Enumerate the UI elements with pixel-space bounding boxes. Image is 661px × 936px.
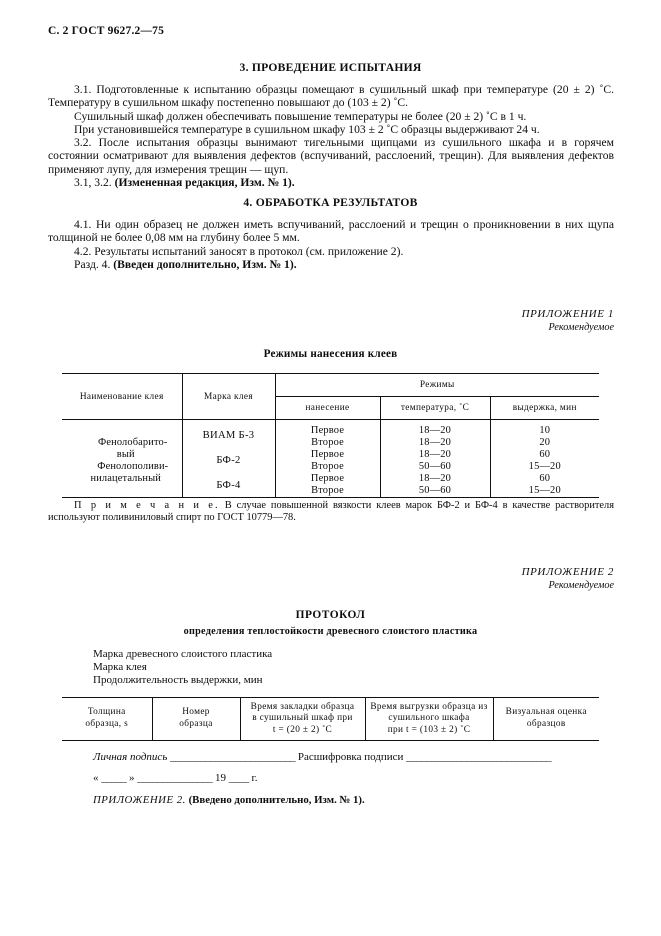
cell-holdings [490,420,599,498]
application-2: Второе [311,437,344,448]
temperature-1: 18—20 [418,425,452,436]
header-thickness-line-1: Толщина [87,707,126,718]
appendix-2-footer-italic: ПРИЛОЖЕНИЕ 2. [93,794,186,806]
paragraph-3-1a-text: 3.1. Подготовленные к испытанию образцы помещают в сушильный шкаф при температуре (20 ± 2) ˚С. Температуру в сушильном шкафу постепенно повышают до (103 ± 2) ˚С. [48,83,614,110]
application-5: Первое [310,473,345,484]
header-holding: выдержка, мин [490,397,599,420]
regimes-table-note [48,500,614,525]
glue-name-line-2: вый [116,449,135,460]
header-visual-assessment-line-2: образцов [526,719,566,729]
header-unload-time-line-2: сушильного шкафа [388,713,470,724]
protocol-table-header-row [62,698,599,741]
signature-decode-label: Расшифровка подписи [297,751,404,763]
date-day-rule: _____ [101,772,127,784]
holding-6: 15—20 [528,485,561,496]
signature-line [93,751,551,764]
date-quote-close: » [129,772,135,784]
header-regimes: Режимы [275,374,599,397]
paragraph-3-1b-text: Сушильный шкаф должен обеспечивать повышение температуры не более (20 ± 2) ˚С в 1 ч. [74,110,527,123]
paragraph-4-2 [48,245,614,258]
appendix-2-name: ПРИЛОЖЕНИЕ 2 [521,566,614,578]
paragraph-3-change-prefix: 3.1, 3.2. [74,176,115,189]
date-quote-open: « [93,772,99,784]
application-3: Первое [310,449,345,460]
paragraph-4-2-text: 4.2. Результаты испытаний заносят в протокол (см. приложение 2). [74,245,404,258]
header-thickness [62,698,152,741]
note-label: П р и м е ч а н и е. [74,500,220,511]
signature-personal-rule: _________________________ [170,751,296,763]
cell-glue-names [62,420,182,498]
glue-brand-2: БФ-2 [216,455,241,466]
header-visual-assessment [493,698,599,741]
holding-2: 20 [539,437,551,448]
header-unload-time-line-3: при t = (103 ± 2) ˚С [387,724,471,735]
running-head: С. 2 ГОСТ 9627.2—75 [48,25,165,37]
paragraph-4-razd-bold: (Введен дополнительно, Изм. № 1). [113,258,297,271]
paragraph-4-1 [48,218,614,245]
cell-temperatures [380,420,490,498]
glue-name-line-1: Фенолобарито- [98,437,168,448]
paragraph-3-1b [48,110,614,123]
paragraph-3-1a [48,83,614,110]
note-text: В случае повышенной вязкости клеев марок БФ-2 и БФ-4 в качестве растворителя используют поливиниловый спирт по ГОСТ 10779—78. [48,500,615,524]
protocol-title: ПРОТОКОЛ [295,609,366,621]
application-6: Второе [311,485,344,496]
header-sample-number [152,698,240,741]
date-year-prefix: 19 [215,772,226,784]
glue-brand-3: БФ-4 [216,479,241,491]
header-application: нанесение [275,397,380,420]
appendix-1-name: ПРИЛОЖЕНИЕ 1 [521,308,614,320]
holding-5: 60 [539,473,551,484]
header-load-time-line-3: t = (20 ± 2) ˚С [272,724,333,735]
date-month-rule: _______________ [137,772,213,784]
regimes-table [62,373,599,498]
header-sample-number-line-2: образца [179,719,213,729]
cell-glue-brands [182,420,275,498]
glue-brand-1: ВИАМ Б-3 [202,430,255,442]
holding-4: 15—20 [528,461,561,472]
paragraph-3-2-text: 3.2. После испытания образцы вынимают тигельными щипцами из сушильного шкафа и в горячем состоянии осматривают для выявления дефектов (вспучиваний, расслоений, трещин). Для выявления дефектов применяют лупу, для измерения трещин — щуп. [48,136,614,176]
appendix-2-subtitle: Рекомендуемое [548,580,614,591]
header-load-time-line-1: Время закладки образца [250,701,355,712]
header-temperature: температура, ˚С [380,397,490,420]
date-year-suffix: г. [251,772,258,784]
application-1: Первое [310,425,345,436]
holding-1: 10 [539,425,551,436]
header-glue-name: Наименование клея [62,374,182,420]
section-3-heading: 3. ПРОВЕДЕНИЕ ИСПЫТАНИЯ [239,61,422,74]
regimes-table-title: Режимы нанесения клеев [263,348,398,360]
protocol-field-glue-brand: Марка клея [93,661,147,673]
protocol-table [62,697,599,741]
temperature-5: 18—20 [418,473,452,484]
application-4: Второе [311,461,344,472]
appendix-2-footer-bold: (Введено дополнительно, Изм. № 1). [188,794,365,806]
header-sample-number-line-1: Номер [182,707,210,718]
temperature-2: 18—20 [418,437,452,448]
date-line [93,772,258,785]
temperature-4: 50—60 [418,461,452,472]
holding-3: 60 [539,449,551,460]
header-load-time [240,698,365,741]
paragraph-3-2 [48,136,614,176]
paragraph-4-razd-prefix: Разд. 4. [74,258,114,271]
regimes-table-header-row-1 [62,374,599,397]
protocol-subtitle: определения теплостойкости древесного слоистого пластика [183,626,478,637]
paragraph-4-1-text: 4.1. Ни один образец не должен иметь вспучиваний, расслоений и трещин о проникновении в них щупа толщиной не более 0,08 мм на глубину более 5 мм. [48,218,614,245]
section-4-heading: 4. ОБРАБОТКА РЕЗУЛЬТАТОВ [243,196,418,209]
cell-applications [275,420,380,498]
protocol-fields [93,648,272,687]
signature-personal-label: Личная подпись [93,751,168,763]
paragraph-3-change [48,176,614,189]
paragraph-3-1c-text: При установившейся температуре в сушильном шкафу 103 ± 2 ˚С образцы выдерживают 24 ч. [74,123,540,136]
regimes-table-body-row [62,420,599,498]
temperature-6: 50—60 [418,485,452,496]
temperature-3: 18—20 [418,449,452,460]
signature-decode-rule: _____________________________ [406,751,552,763]
appendix-2-caption [300,566,614,592]
header-glue-brand: Марка клея [182,374,275,420]
paragraph-3-change-bold: (Измененная редакция, Изм. № 1). [114,176,295,189]
paragraph-3-1c [48,123,614,136]
protocol-field-plastic-brand: Марка древесного слоистого пластика [93,648,273,660]
appendix-2-footer-note [93,794,365,806]
header-visual-assessment-line-1: Визуальная оценка [505,707,587,718]
header-load-time-line-2: в сушильный шкаф при [252,713,353,724]
header-unload-time-line-1: Время выгрузки образца из [370,701,488,712]
paragraph-4-razd [48,258,614,271]
date-year-rule: ____ [228,772,249,784]
appendix-1-caption [300,308,614,334]
glue-name-line-3: Фенолополиви- [97,461,169,472]
appendix-1-subtitle: Рекомендуемое [548,322,614,333]
header-unload-time [365,698,493,741]
protocol-field-holding-duration: Продолжительность выдержки, мин [93,674,263,686]
header-thickness-line-2: образца, s [85,719,129,729]
glue-name-line-4: нилацетальный [90,473,161,484]
